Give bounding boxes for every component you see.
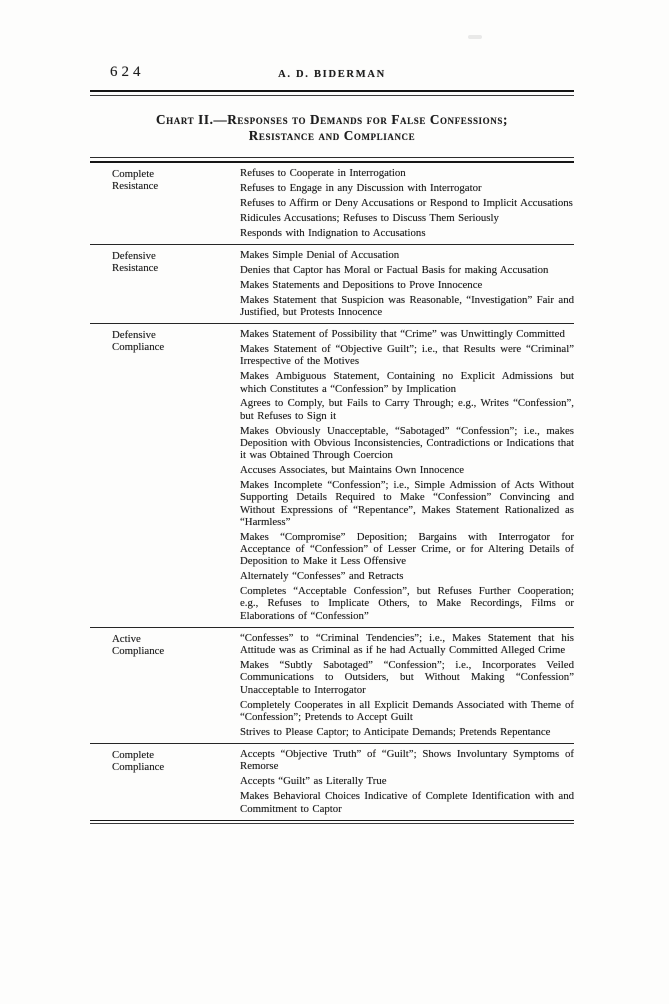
response-item: Makes Simple Denial of Accusation <box>240 248 400 261</box>
response-item: Denies that Captor has Moral or Factual Basis for making Accusation <box>240 263 549 276</box>
response-item: Accepts “Objective Truth” of “Guilt”; Shows Involuntary Symptoms of Remorse <box>240 748 574 773</box>
response-item: Accepts “Guilt” as Literally True <box>240 775 387 788</box>
table-row <box>90 627 574 743</box>
response-item: Refuses to Engage in any Discussion with Interrogator <box>240 181 482 194</box>
category-label: Complete Compliance <box>112 749 165 774</box>
response-item: Alternately “Confesses” and Retracts <box>240 570 404 583</box>
chart-title-line2: Resistance and Compliance <box>248 128 416 143</box>
response-item: Makes Behavioral Choices Indicative of Complete Identification with and Commitment to Captor <box>240 790 574 815</box>
category-items <box>240 249 574 318</box>
category-items <box>240 632 574 738</box>
table-row <box>90 244 574 323</box>
response-item: Makes Statement of Possibility that “Crime” was Unwittingly Committed <box>240 328 565 341</box>
response-item: Refuses to Cooperate in Interrogation <box>240 167 406 179</box>
page-number: 624 <box>110 64 145 80</box>
response-item: Makes Incomplete “Confession”; i.e., Simple Admission of Acts Without Supporting Details Required to Make “Confession” Convincing and Without Expressions of “Repentance”, Makes Statement Rationalized as “Harmless” <box>240 478 574 528</box>
response-item: Responds with Indignation to Accusations <box>240 226 426 239</box>
table-row <box>90 323 574 627</box>
category-label: Complete Resistance <box>112 168 159 193</box>
table-row <box>90 163 574 244</box>
response-item: Accuses Associates, but Maintains Own Innocence <box>240 464 465 477</box>
response-item: Strives to Please Captor; to Anticipate Demands; Pretends Repentance <box>240 725 551 738</box>
running-head: A. D. BIDERMAN <box>278 69 386 80</box>
header-double-rule <box>90 90 574 96</box>
response-item: Makes “Compromise” Deposition; Bargains with Interrogator for Acceptance of “Confession” of Lesser Crime, or for Altering Details of Deposition to Make it Less Offensive <box>240 530 574 568</box>
scan-artifact <box>468 35 482 39</box>
category-label: Defensive Compliance <box>112 329 165 354</box>
chart-table <box>90 157 574 824</box>
response-item: Makes “Subtly Sabotaged” “Confession”; i.e., Incorporates Veiled Communications to Outsiders, but Without Making “Confession” Unacceptable to Interrogator <box>240 659 574 696</box>
response-item: Ridicules Accusations; Refuses to Discuss Them Seriously <box>240 211 499 224</box>
response-item: Makes Obviously Unacceptable, “Sabotaged” “Confession”; i.e., makes Deposition with Obvious Inconsistencies, Contradictions or Indications that it was Obtained Through Coercion <box>240 424 574 462</box>
category-items <box>240 167 574 239</box>
category-label: Defensive Resistance <box>112 249 159 275</box>
chart-title <box>70 112 594 144</box>
response-item: “Confesses” to “Criminal Tendencies”; i.e., Makes Statement that his Attitude was as Criminal as if he had Actually Committed Alleged Crime <box>240 632 574 657</box>
response-item: Completes “Acceptable Confession”, but Refuses Further Cooperation; e.g., Refuses to Implicate Others, to Make Recordings, Films or Elaborations of “Confession” <box>240 585 574 622</box>
response-item: Makes Statement of “Objective Guilt”; i.e., that Results were “Criminal” Irrespective of the Motives <box>240 343 574 368</box>
response-item: Agrees to Comply, but Fails to Carry Through; e.g., Writes “Confession”, but Refuses to Sign it <box>240 397 574 422</box>
category-items <box>240 748 574 815</box>
table-rows <box>90 163 574 820</box>
chart-title-line1: Chart II.—Responses to Demands for False Confessions; <box>156 112 508 127</box>
table-row <box>90 743 574 820</box>
category-items <box>240 328 574 622</box>
response-item: Makes Statement that Suspicion was Reasonable, “Investigation” Fair and Justified, but Protests Innocence <box>240 293 574 318</box>
response-item: Makes Ambiguous Statement, Containing no Explicit Admissions but which Constitutes a “Confession” by Implication <box>240 370 574 395</box>
response-item: Makes Statements and Depositions to Prove Innocence <box>240 278 483 291</box>
category-label: Active Compliance <box>112 633 165 658</box>
table-bottom-rule <box>90 820 574 825</box>
response-item: Completely Cooperates in all Explicit Demands Associated with Theme of “Confession”; Pretends to Accept Guilt <box>240 698 574 723</box>
response-item: Refuses to Affirm or Deny Accusations or Respond to Implicit Accusations <box>240 196 573 209</box>
